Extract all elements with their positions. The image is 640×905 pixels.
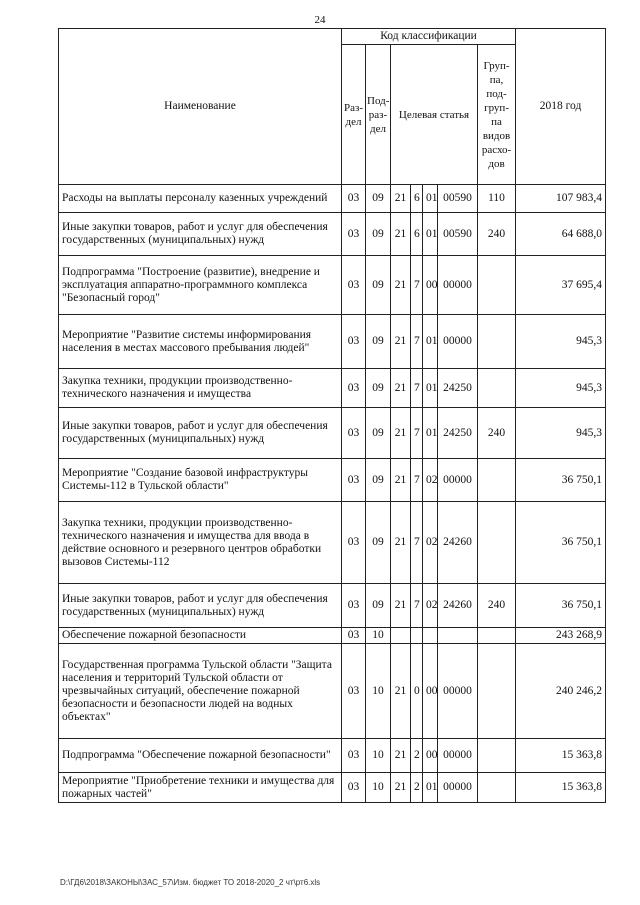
cell-rz: 03	[342, 408, 366, 459]
cell-pr: 09	[366, 459, 391, 502]
cell-b: 7	[411, 369, 423, 408]
cell-name: Мероприятие "Развитие системы информирования населения в местах массового пребывания людей"	[59, 315, 342, 369]
cell-a: 21	[391, 408, 411, 459]
table-row	[59, 213, 606, 256]
table-row	[59, 369, 606, 408]
cell-rz: 03	[342, 739, 366, 773]
cell-name: Иные закупки товаров, работ и услуг для обеспечения государственных (муниципальных) нужд	[59, 213, 342, 256]
cell-vr	[478, 773, 516, 803]
cell-pr: 10	[366, 644, 391, 739]
cell-name: Подпрограмма "Обеспечение пожарной безопасности"	[59, 739, 342, 773]
cell-pr: 09	[366, 315, 391, 369]
cell-c: 01	[423, 408, 438, 459]
cell-name: Иные закупки товаров, работ и услуг для обеспечения государственных (муниципальных) нужд	[59, 584, 342, 628]
cell-value: 36 750,1	[516, 584, 606, 628]
cell-b: 6	[411, 185, 423, 213]
cell-rz: 03	[342, 213, 366, 256]
cell-pr: 09	[366, 369, 391, 408]
cell-d: 24250	[438, 369, 478, 408]
cell-name: Обеспечение пожарной безопасности	[59, 628, 342, 644]
cell-value: 15 363,8	[516, 773, 606, 803]
cell-name: Мероприятие "Приобретение техники и имущества для пожарных частей"	[59, 773, 342, 803]
cell-rz: 03	[342, 256, 366, 315]
cell-rz: 03	[342, 315, 366, 369]
cell-c: 02	[423, 584, 438, 628]
header-year: 2018 год	[516, 29, 606, 185]
cell-name: Иные закупки товаров, работ и услуг для обеспечения государственных (муниципальных) нужд	[59, 408, 342, 459]
cell-d: 00000	[438, 459, 478, 502]
cell-a	[391, 628, 411, 644]
cell-a: 21	[391, 185, 411, 213]
header-podrazdel: Под- раз- дел	[366, 45, 391, 185]
cell-d: 00000	[438, 644, 478, 739]
cell-name: Подпрограмма "Построение (развитие), внедрение и эксплуатация аппаратно-программного комплекса "Безопасный город"	[59, 256, 342, 315]
cell-pr: 10	[366, 628, 391, 644]
cell-a: 21	[391, 739, 411, 773]
cell-pr: 09	[366, 185, 391, 213]
cell-vr: 240	[478, 213, 516, 256]
cell-d: 00000	[438, 739, 478, 773]
cell-name: Государственная программа Тульской области "Защита населения и территорий Тульской области от чрезвычайных ситуаций, обеспечение пожарной безопасности и безопасности людей на водных объектах"	[59, 644, 342, 739]
cell-pr: 09	[366, 256, 391, 315]
cell-d: 00590	[438, 213, 478, 256]
cell-b: 7	[411, 315, 423, 369]
cell-c: 01	[423, 369, 438, 408]
cell-b: 7	[411, 459, 423, 502]
table-row	[59, 773, 606, 803]
cell-a: 21	[391, 502, 411, 584]
table-row	[59, 644, 606, 739]
cell-vr	[478, 739, 516, 773]
cell-c: 01	[423, 315, 438, 369]
cell-pr: 10	[366, 739, 391, 773]
table-row	[59, 584, 606, 628]
cell-pr: 10	[366, 773, 391, 803]
cell-vr	[478, 315, 516, 369]
cell-b: 0	[411, 644, 423, 739]
cell-a: 21	[391, 315, 411, 369]
header-code: Код классификации	[342, 29, 516, 45]
cell-a: 21	[391, 369, 411, 408]
cell-value: 243 268,9	[516, 628, 606, 644]
cell-b: 7	[411, 408, 423, 459]
cell-name: Закупка техники, продукции производственно-технического назначения и имущества для ввода в действие основного и резервного центров обработки вызовов Системы-112	[59, 502, 342, 584]
cell-vr	[478, 256, 516, 315]
cell-pr: 09	[366, 502, 391, 584]
table-row	[59, 739, 606, 773]
cell-c: 01	[423, 773, 438, 803]
cell-b	[411, 628, 423, 644]
cell-c: 00	[423, 739, 438, 773]
cell-d	[438, 628, 478, 644]
cell-d: 00000	[438, 256, 478, 315]
table-row	[59, 502, 606, 584]
table-row	[59, 459, 606, 502]
cell-c: 01	[423, 185, 438, 213]
cell-c: 01	[423, 213, 438, 256]
cell-value: 945,3	[516, 408, 606, 459]
cell-vr: 240	[478, 584, 516, 628]
cell-a: 21	[391, 773, 411, 803]
table-row	[59, 315, 606, 369]
cell-a: 21	[391, 584, 411, 628]
cell-d: 24260	[438, 502, 478, 584]
cell-value: 36 750,1	[516, 502, 606, 584]
budget-table	[58, 28, 606, 803]
cell-name: Мероприятие "Создание базовой инфраструктуры Системы-112 в Тульской области"	[59, 459, 342, 502]
cell-value: 15 363,8	[516, 739, 606, 773]
cell-b: 2	[411, 773, 423, 803]
cell-vr	[478, 459, 516, 502]
cell-vr	[478, 369, 516, 408]
cell-c: 02	[423, 502, 438, 584]
cell-b: 6	[411, 213, 423, 256]
cell-value: 64 688,0	[516, 213, 606, 256]
cell-value: 107 983,4	[516, 185, 606, 213]
header-target: Целевая статья	[391, 45, 478, 185]
cell-d: 24260	[438, 584, 478, 628]
cell-rz: 03	[342, 502, 366, 584]
header-razdel: Раз- дел	[342, 45, 366, 185]
cell-d: 24250	[438, 408, 478, 459]
file-path-footer: D:\ГД6\2018\ЗАКОНЫ\ЗАС_57\Изм. бюджет ТО 2018-2020_2 чт\рт6.xls	[60, 878, 321, 887]
header-group: Груп- па, под- груп- па видов расхо- дов	[478, 45, 516, 185]
cell-rz: 03	[342, 185, 366, 213]
table-row	[59, 185, 606, 213]
cell-a: 21	[391, 256, 411, 315]
cell-pr: 09	[366, 408, 391, 459]
cell-value: 37 695,4	[516, 256, 606, 315]
table-row	[59, 628, 606, 644]
cell-value: 240 246,2	[516, 644, 606, 739]
cell-c	[423, 628, 438, 644]
cell-rz: 03	[342, 773, 366, 803]
cell-rz: 03	[342, 369, 366, 408]
cell-c: 00	[423, 644, 438, 739]
cell-vr	[478, 644, 516, 739]
cell-b: 7	[411, 584, 423, 628]
cell-name: Расходы на выплаты персоналу казенных учреждений	[59, 185, 342, 213]
cell-name: Закупка техники, продукции производственно-технического назначения и имущества	[59, 369, 342, 408]
cell-b: 7	[411, 256, 423, 315]
cell-rz: 03	[342, 459, 366, 502]
header-name: Наименование	[59, 29, 342, 185]
cell-a: 21	[391, 459, 411, 502]
cell-value: 945,3	[516, 315, 606, 369]
table-row	[59, 408, 606, 459]
cell-b: 2	[411, 739, 423, 773]
cell-d: 00000	[438, 773, 478, 803]
cell-rz: 03	[342, 628, 366, 644]
cell-c: 02	[423, 459, 438, 502]
cell-vr: 240	[478, 408, 516, 459]
page-number: 24	[314, 14, 326, 26]
cell-d: 00000	[438, 315, 478, 369]
table-row	[59, 256, 606, 315]
cell-b: 7	[411, 502, 423, 584]
cell-c: 00	[423, 256, 438, 315]
cell-pr: 09	[366, 213, 391, 256]
cell-vr: 110	[478, 185, 516, 213]
cell-rz: 03	[342, 584, 366, 628]
cell-a: 21	[391, 213, 411, 256]
cell-pr: 09	[366, 584, 391, 628]
cell-d: 00590	[438, 185, 478, 213]
cell-vr	[478, 502, 516, 584]
cell-vr	[478, 628, 516, 644]
cell-a: 21	[391, 644, 411, 739]
cell-value: 36 750,1	[516, 459, 606, 502]
cell-rz: 03	[342, 644, 366, 739]
cell-value: 945,3	[516, 369, 606, 408]
